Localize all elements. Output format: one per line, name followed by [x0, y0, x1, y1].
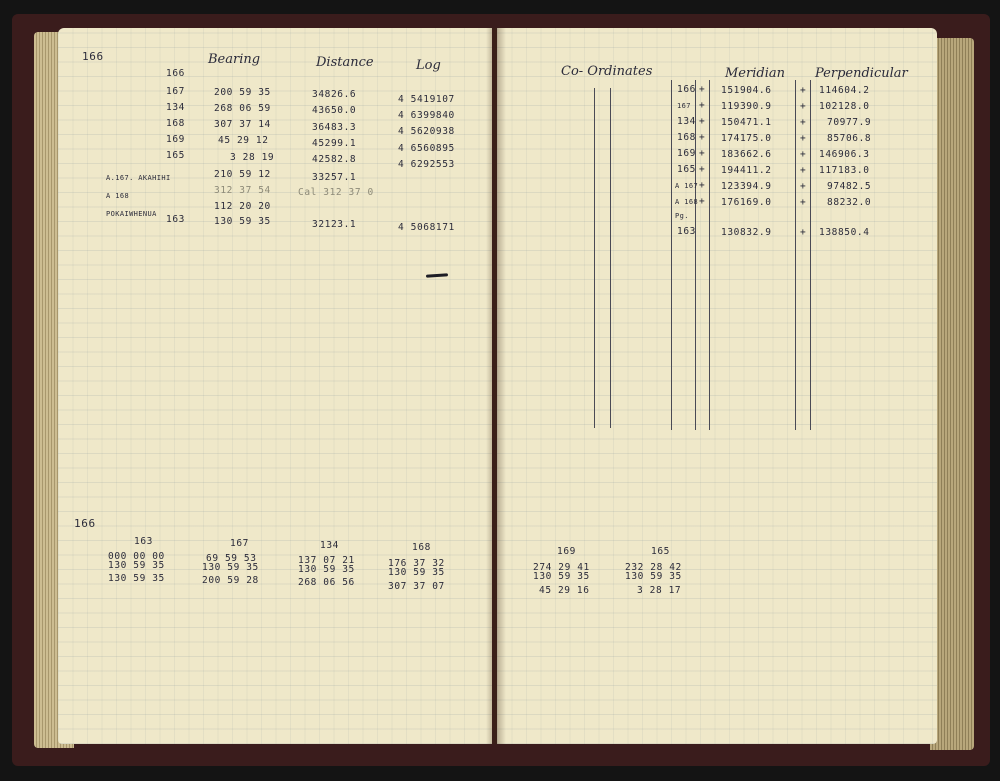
row-sign: +: [800, 181, 807, 192]
row-station: A 168: [106, 192, 130, 200]
row-log: 4 5419107: [398, 94, 455, 105]
computation-line: 130 59 35: [625, 571, 682, 582]
computation-line: 130 59 35: [298, 564, 355, 575]
header-log: Log: [416, 58, 441, 73]
row-meridian: 119390.9: [721, 101, 772, 112]
row-sign: +: [699, 100, 706, 111]
row-perpendicular: 117183.0: [819, 165, 870, 176]
computation-line: 176 37 32: [388, 558, 445, 569]
computation-station: 168: [412, 542, 431, 553]
row-station: 169: [166, 134, 185, 145]
row-meridian: 151904.6: [721, 85, 772, 96]
computation-result: 130 59 35: [108, 573, 165, 584]
row-perpendicular: 146906.3: [819, 149, 870, 160]
row-station: 134: [166, 102, 185, 113]
row-station: 166: [677, 84, 696, 95]
row-station: 165: [166, 150, 185, 161]
row-station: A 168: [675, 198, 699, 206]
row-meridian: 150471.1: [721, 117, 772, 128]
row-meridian: 174175.0: [721, 133, 772, 144]
row-log: 4 6560895: [398, 143, 455, 154]
row-sign: +: [699, 84, 706, 95]
row-sign: +: [800, 85, 807, 96]
column-rule: [594, 88, 595, 428]
row-distance: 33257.1: [312, 172, 357, 183]
row-station: 169: [677, 148, 696, 159]
row-bearing: 307 37 14: [214, 119, 271, 130]
row-station: A.167. AKAHIHI: [106, 174, 171, 182]
row-distance: 34826.6: [312, 89, 357, 100]
row-station: 167: [677, 102, 691, 110]
row-perpendicular: 114604.2: [819, 85, 870, 96]
row-bearing: 268 06 59: [214, 103, 271, 114]
computation-line: 130 59 35: [108, 560, 165, 571]
book-gutter: [486, 28, 506, 744]
row-sign: +: [699, 164, 706, 175]
row-meridian: 130832.9: [721, 227, 772, 238]
row-distance: 32123.1: [312, 219, 357, 230]
row-station: 163: [166, 214, 185, 225]
right-page: [497, 28, 937, 744]
row-bearing: 130 59 35: [214, 216, 271, 227]
row-station: POKAIWHENUA: [106, 210, 157, 218]
computation-result: 3 28 17: [637, 585, 682, 596]
computation-result: 307 37 07: [388, 581, 445, 592]
column-rule: [795, 80, 796, 430]
computation-station: 134: [320, 540, 339, 551]
row-sign: +: [699, 180, 706, 191]
left-page: [58, 28, 492, 744]
row-sign: +: [800, 101, 807, 112]
row-log: 4 6292553: [398, 159, 455, 170]
computation-line: 137 07 21: [298, 555, 355, 566]
computation-line: 000 00 00: [108, 551, 165, 562]
row-station: 165: [677, 164, 696, 175]
row-station: 134: [677, 116, 696, 127]
column-rule: [610, 88, 611, 428]
row-perpendicular: 88232.0: [827, 197, 872, 208]
row-station: 168: [166, 118, 185, 129]
header-bearing: Bearing: [208, 52, 261, 67]
row-meridian: 194411.2: [721, 165, 772, 176]
row-log: 4 5068171: [398, 222, 455, 233]
bottom-page-label: 166: [74, 517, 96, 530]
row-distance-pencil: Cal 312 37 0: [298, 187, 374, 198]
row-distance: 36483.3: [312, 122, 357, 133]
row-perpendicular: 138850.4: [819, 227, 870, 238]
row-bearing: 3 28 19: [230, 152, 275, 163]
row-meridian: 123394.9: [721, 181, 772, 192]
row-perpendicular: 70977.9: [827, 117, 872, 128]
column-rule: [709, 80, 710, 430]
computation-station: 169: [557, 546, 576, 557]
row-sign: +: [800, 117, 807, 128]
row-sign: +: [800, 165, 807, 176]
column-rule: [671, 80, 672, 430]
computation-line: 69 59 53: [206, 553, 257, 564]
row-bearing: 45 29 12: [218, 135, 269, 146]
row-log: 4 5620938: [398, 126, 455, 137]
row-sign: +: [800, 149, 807, 160]
row-distance: 42582.8: [312, 154, 357, 165]
computation-station: 165: [651, 546, 670, 557]
row-distance: 45299.1: [312, 138, 357, 149]
header-meridian: Meridian: [725, 66, 785, 81]
row-perpendicular: 85706.8: [827, 133, 872, 144]
row-bearing: 200 59 35: [214, 87, 271, 98]
computation-line: 130 59 35: [202, 562, 259, 573]
row-sign: +: [699, 196, 706, 207]
header-perpendicular: Perpendicular: [815, 66, 908, 81]
header-coordinates: Co- Ordinates: [561, 64, 653, 79]
row-sign: +: [800, 197, 807, 208]
row-sign: +: [800, 227, 807, 238]
row-station: 167: [166, 86, 185, 97]
computation-result: 45 29 16: [539, 585, 590, 596]
row-perpendicular: 102128.0: [819, 101, 870, 112]
computation-result: 200 59 28: [202, 575, 259, 586]
row-station: 163: [677, 226, 696, 237]
page-number: 166: [82, 50, 104, 63]
row-sign: +: [699, 132, 706, 143]
row-perpendicular: 97482.5: [827, 181, 872, 192]
computation-line: 130 59 35: [388, 567, 445, 578]
row-sign: +: [800, 133, 807, 144]
row-station: Pg.: [675, 212, 689, 220]
station-header: 166: [166, 68, 185, 79]
computation-line: 232 28 42: [625, 562, 682, 573]
row-bearing-pencil: 312 37 54: [214, 185, 271, 196]
row-bearing: 210 59 12: [214, 169, 271, 180]
row-log: 4 6399840: [398, 110, 455, 121]
row-meridian: 183662.6: [721, 149, 772, 160]
computation-result: 268 06 56: [298, 577, 355, 588]
row-sign: +: [699, 148, 706, 159]
row-bearing: 112 20 20: [214, 201, 271, 212]
computation-station: 163: [134, 536, 153, 547]
computation-line: 130 59 35: [533, 571, 590, 582]
row-station: 168: [677, 132, 696, 143]
computation-line: 274 29 41: [533, 562, 590, 573]
header-distance: Distance: [316, 55, 374, 70]
row-meridian: 176169.0: [721, 197, 772, 208]
computation-station: 167: [230, 538, 249, 549]
row-station: A 167: [675, 182, 699, 190]
row-distance: 43650.0: [312, 105, 357, 116]
row-sign: +: [699, 116, 706, 127]
column-rule: [810, 80, 811, 430]
